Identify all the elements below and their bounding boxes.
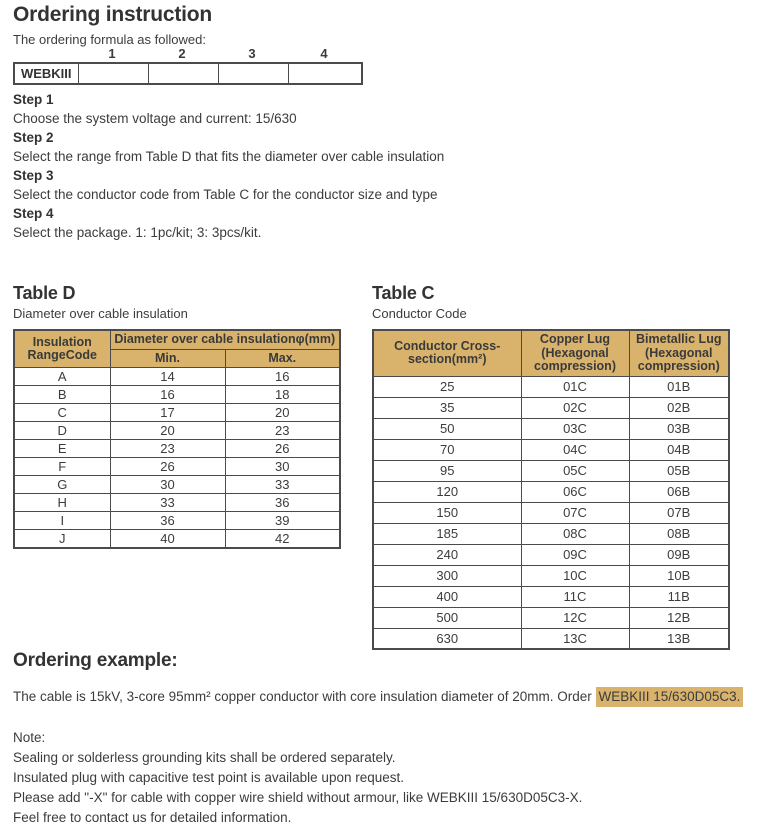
- cell-copper-code: 01C: [521, 376, 629, 397]
- cell-bimetallic-code: 11B: [629, 586, 729, 607]
- cell-cross-section: 500: [373, 607, 521, 628]
- cell-bimetallic-code: 13B: [629, 628, 729, 649]
- cell-bimetallic-code: 07B: [629, 502, 729, 523]
- table-row: [373, 544, 729, 565]
- cell-copper-code: 02C: [521, 397, 629, 418]
- cell-copper-code: 10C: [521, 565, 629, 586]
- cell-code: F: [14, 458, 110, 476]
- cell-bimetallic-code: 09B: [629, 544, 729, 565]
- cell-cross-section: 240: [373, 544, 521, 565]
- formula-row: [14, 63, 362, 84]
- table-c-header-cross-section: Conductor Cross-section(mm²): [373, 330, 521, 376]
- table-row: [373, 460, 729, 481]
- step-1-title: Step 1: [13, 92, 54, 107]
- table-row: [14, 530, 340, 548]
- step-1-text: Choose the system voltage and current: 15/630: [13, 111, 297, 126]
- table-row: [373, 502, 729, 523]
- table-d-header-max: Max.: [225, 349, 340, 368]
- cell-code: A: [14, 368, 110, 386]
- cell-cross-section: 50: [373, 418, 521, 439]
- cell-min: 36: [110, 512, 225, 530]
- table-row: [14, 494, 340, 512]
- table-row: [373, 439, 729, 460]
- cell-code: B: [14, 386, 110, 404]
- cell-code: J: [14, 530, 110, 548]
- cell-cross-section: 630: [373, 628, 521, 649]
- table-d-title: Table D: [13, 283, 76, 303]
- formula-intro-text: The ordering formula as followed:: [13, 32, 206, 47]
- cell-cross-section: 300: [373, 565, 521, 586]
- cell-min: 17: [110, 404, 225, 422]
- step-4: [13, 204, 444, 242]
- ordering-example-section: [13, 650, 743, 704]
- cell-bimetallic-code: 10B: [629, 565, 729, 586]
- step-3-text: Select the conductor code from Table C for the conductor size and type: [13, 187, 438, 202]
- table-d-header-range-code: Insulation RangeCode: [14, 330, 110, 368]
- table-c-header-copper-lug: Copper Lug (Hexagonal compression): [521, 330, 629, 376]
- table-c-title: Table C: [372, 283, 435, 303]
- note-label: Note:: [13, 730, 46, 745]
- table-d-subtitle: Diameter over cable insulation: [13, 306, 188, 321]
- cell-min: 20: [110, 422, 225, 440]
- formula-blank-cell-2: [148, 63, 218, 84]
- cell-cross-section: 120: [373, 481, 521, 502]
- cell-code: C: [14, 404, 110, 422]
- cell-min: 40: [110, 530, 225, 548]
- step-2: [13, 128, 444, 166]
- table-row: [14, 476, 340, 494]
- ordering-example-title: Ordering example:: [13, 650, 178, 671]
- cell-copper-code: 03C: [521, 418, 629, 439]
- formula-position-labels: [13, 47, 363, 61]
- cell-copper-code: 11C: [521, 586, 629, 607]
- formula-label-spacer: [13, 47, 77, 61]
- table-row: [373, 565, 729, 586]
- step-3: [13, 166, 444, 204]
- table-row: [14, 422, 340, 440]
- cell-cross-section: 70: [373, 439, 521, 460]
- page-title: Ordering instruction: [13, 3, 213, 26]
- table-c-section: [372, 283, 730, 650]
- table-row: [14, 368, 340, 386]
- position-label-2: 2: [178, 46, 186, 61]
- table-d: [13, 329, 341, 549]
- table-d-section: [13, 283, 341, 549]
- steps-list: [13, 90, 444, 242]
- cell-min: 14: [110, 368, 225, 386]
- table-row: [373, 418, 729, 439]
- table-d-header-min: Min.: [110, 349, 225, 368]
- table-c-header-bimetallic-lug: Bimetallic Lug (Hexagonal compression): [629, 330, 729, 376]
- cell-code: I: [14, 512, 110, 530]
- table-d-header-row-1: [14, 330, 340, 349]
- cell-min: 16: [110, 386, 225, 404]
- note-line-2: Insulated plug with capacitive test point is available upon request.: [13, 770, 404, 785]
- cell-max: 20: [225, 404, 340, 422]
- cell-max: 33: [225, 476, 340, 494]
- cell-bimetallic-code: 03B: [629, 418, 729, 439]
- table-row: [14, 440, 340, 458]
- cell-code: D: [14, 422, 110, 440]
- table-row: [14, 512, 340, 530]
- step-4-text: Select the package. 1: 1pc/kit; 3: 3pcs/kit.: [13, 225, 262, 240]
- step-2-text: Select the range from Table D that fits the diameter over cable insulation: [13, 149, 445, 164]
- cell-min: 30: [110, 476, 225, 494]
- cell-copper-code: 04C: [521, 439, 629, 460]
- table-row: [373, 397, 729, 418]
- cell-max: 42: [225, 530, 340, 548]
- cell-max: 26: [225, 440, 340, 458]
- table-row: [373, 607, 729, 628]
- cell-code: G: [14, 476, 110, 494]
- cell-copper-code: 07C: [521, 502, 629, 523]
- step-1: [13, 90, 444, 128]
- cell-copper-code: 06C: [521, 481, 629, 502]
- cell-max: 39: [225, 512, 340, 530]
- cell-cross-section: 25: [373, 376, 521, 397]
- formula-blank-cell-3: [218, 63, 288, 84]
- cell-copper-code: 05C: [521, 460, 629, 481]
- note-section: [13, 728, 582, 828]
- step-3-title: Step 3: [13, 168, 54, 183]
- formula-table: [13, 62, 363, 85]
- cell-bimetallic-code: 08B: [629, 523, 729, 544]
- table-row: [14, 386, 340, 404]
- cell-copper-code: 08C: [521, 523, 629, 544]
- formula-blank-cell-4: [288, 63, 362, 84]
- table-row: [373, 628, 729, 649]
- formula-blank-cell-1: [78, 63, 148, 84]
- table-row: [373, 481, 729, 502]
- cell-cross-section: 400: [373, 586, 521, 607]
- position-label-4: 4: [320, 46, 328, 61]
- step-4-title: Step 4: [13, 206, 54, 221]
- cell-cross-section: 35: [373, 397, 521, 418]
- step-2-title: Step 2: [13, 130, 54, 145]
- cell-bimetallic-code: 01B: [629, 376, 729, 397]
- cell-copper-code: 13C: [521, 628, 629, 649]
- ordering-formula: [13, 47, 363, 85]
- note-line-3: Please add "-X" for cable with copper wire shield without armour, like WEBKIII 15/630D05C3-X.: [13, 790, 583, 805]
- cell-bimetallic-code: 02B: [629, 397, 729, 418]
- cell-max: 30: [225, 458, 340, 476]
- cell-min: 26: [110, 458, 225, 476]
- table-row: [14, 404, 340, 422]
- cell-code: E: [14, 440, 110, 458]
- note-line-4: Feel free to contact us for detailed information.: [13, 810, 292, 825]
- table-c-header-row: [373, 330, 729, 376]
- formula-prefix-cell: WEBKIII: [14, 63, 78, 84]
- cell-max: 23: [225, 422, 340, 440]
- cell-cross-section: 185: [373, 523, 521, 544]
- cell-cross-section: 95: [373, 460, 521, 481]
- cell-copper-code: 12C: [521, 607, 629, 628]
- ordering-example-text: [13, 689, 743, 704]
- table-row: [14, 458, 340, 476]
- cell-min: 33: [110, 494, 225, 512]
- cell-min: 23: [110, 440, 225, 458]
- table-c-subtitle: Conductor Code: [372, 306, 467, 321]
- table-c: [372, 329, 730, 650]
- note-line-1: Sealing or solderless grounding kits shall be ordered separately.: [13, 750, 396, 765]
- cell-cross-section: 150: [373, 502, 521, 523]
- table-row: [373, 586, 729, 607]
- cell-bimetallic-code: 12B: [629, 607, 729, 628]
- position-label-1: 1: [108, 46, 116, 61]
- cell-bimetallic-code: 05B: [629, 460, 729, 481]
- cell-max: 16: [225, 368, 340, 386]
- table-row: [373, 523, 729, 544]
- table-row: [373, 376, 729, 397]
- cell-max: 18: [225, 386, 340, 404]
- cell-bimetallic-code: 04B: [629, 439, 729, 460]
- example-text-before: The cable is 15kV, 3-core 95mm² copper conductor with core insulation diameter of 20mm. Order: [13, 689, 596, 704]
- highlighted-order-code: WEBKIII 15/630D05C3.: [596, 687, 744, 707]
- position-label-3: 3: [248, 46, 256, 61]
- cell-code: H: [14, 494, 110, 512]
- cell-bimetallic-code: 06B: [629, 481, 729, 502]
- cell-copper-code: 09C: [521, 544, 629, 565]
- cell-max: 36: [225, 494, 340, 512]
- table-d-header-diameter-group: Diameter over cable insulationφ(mm): [110, 330, 340, 349]
